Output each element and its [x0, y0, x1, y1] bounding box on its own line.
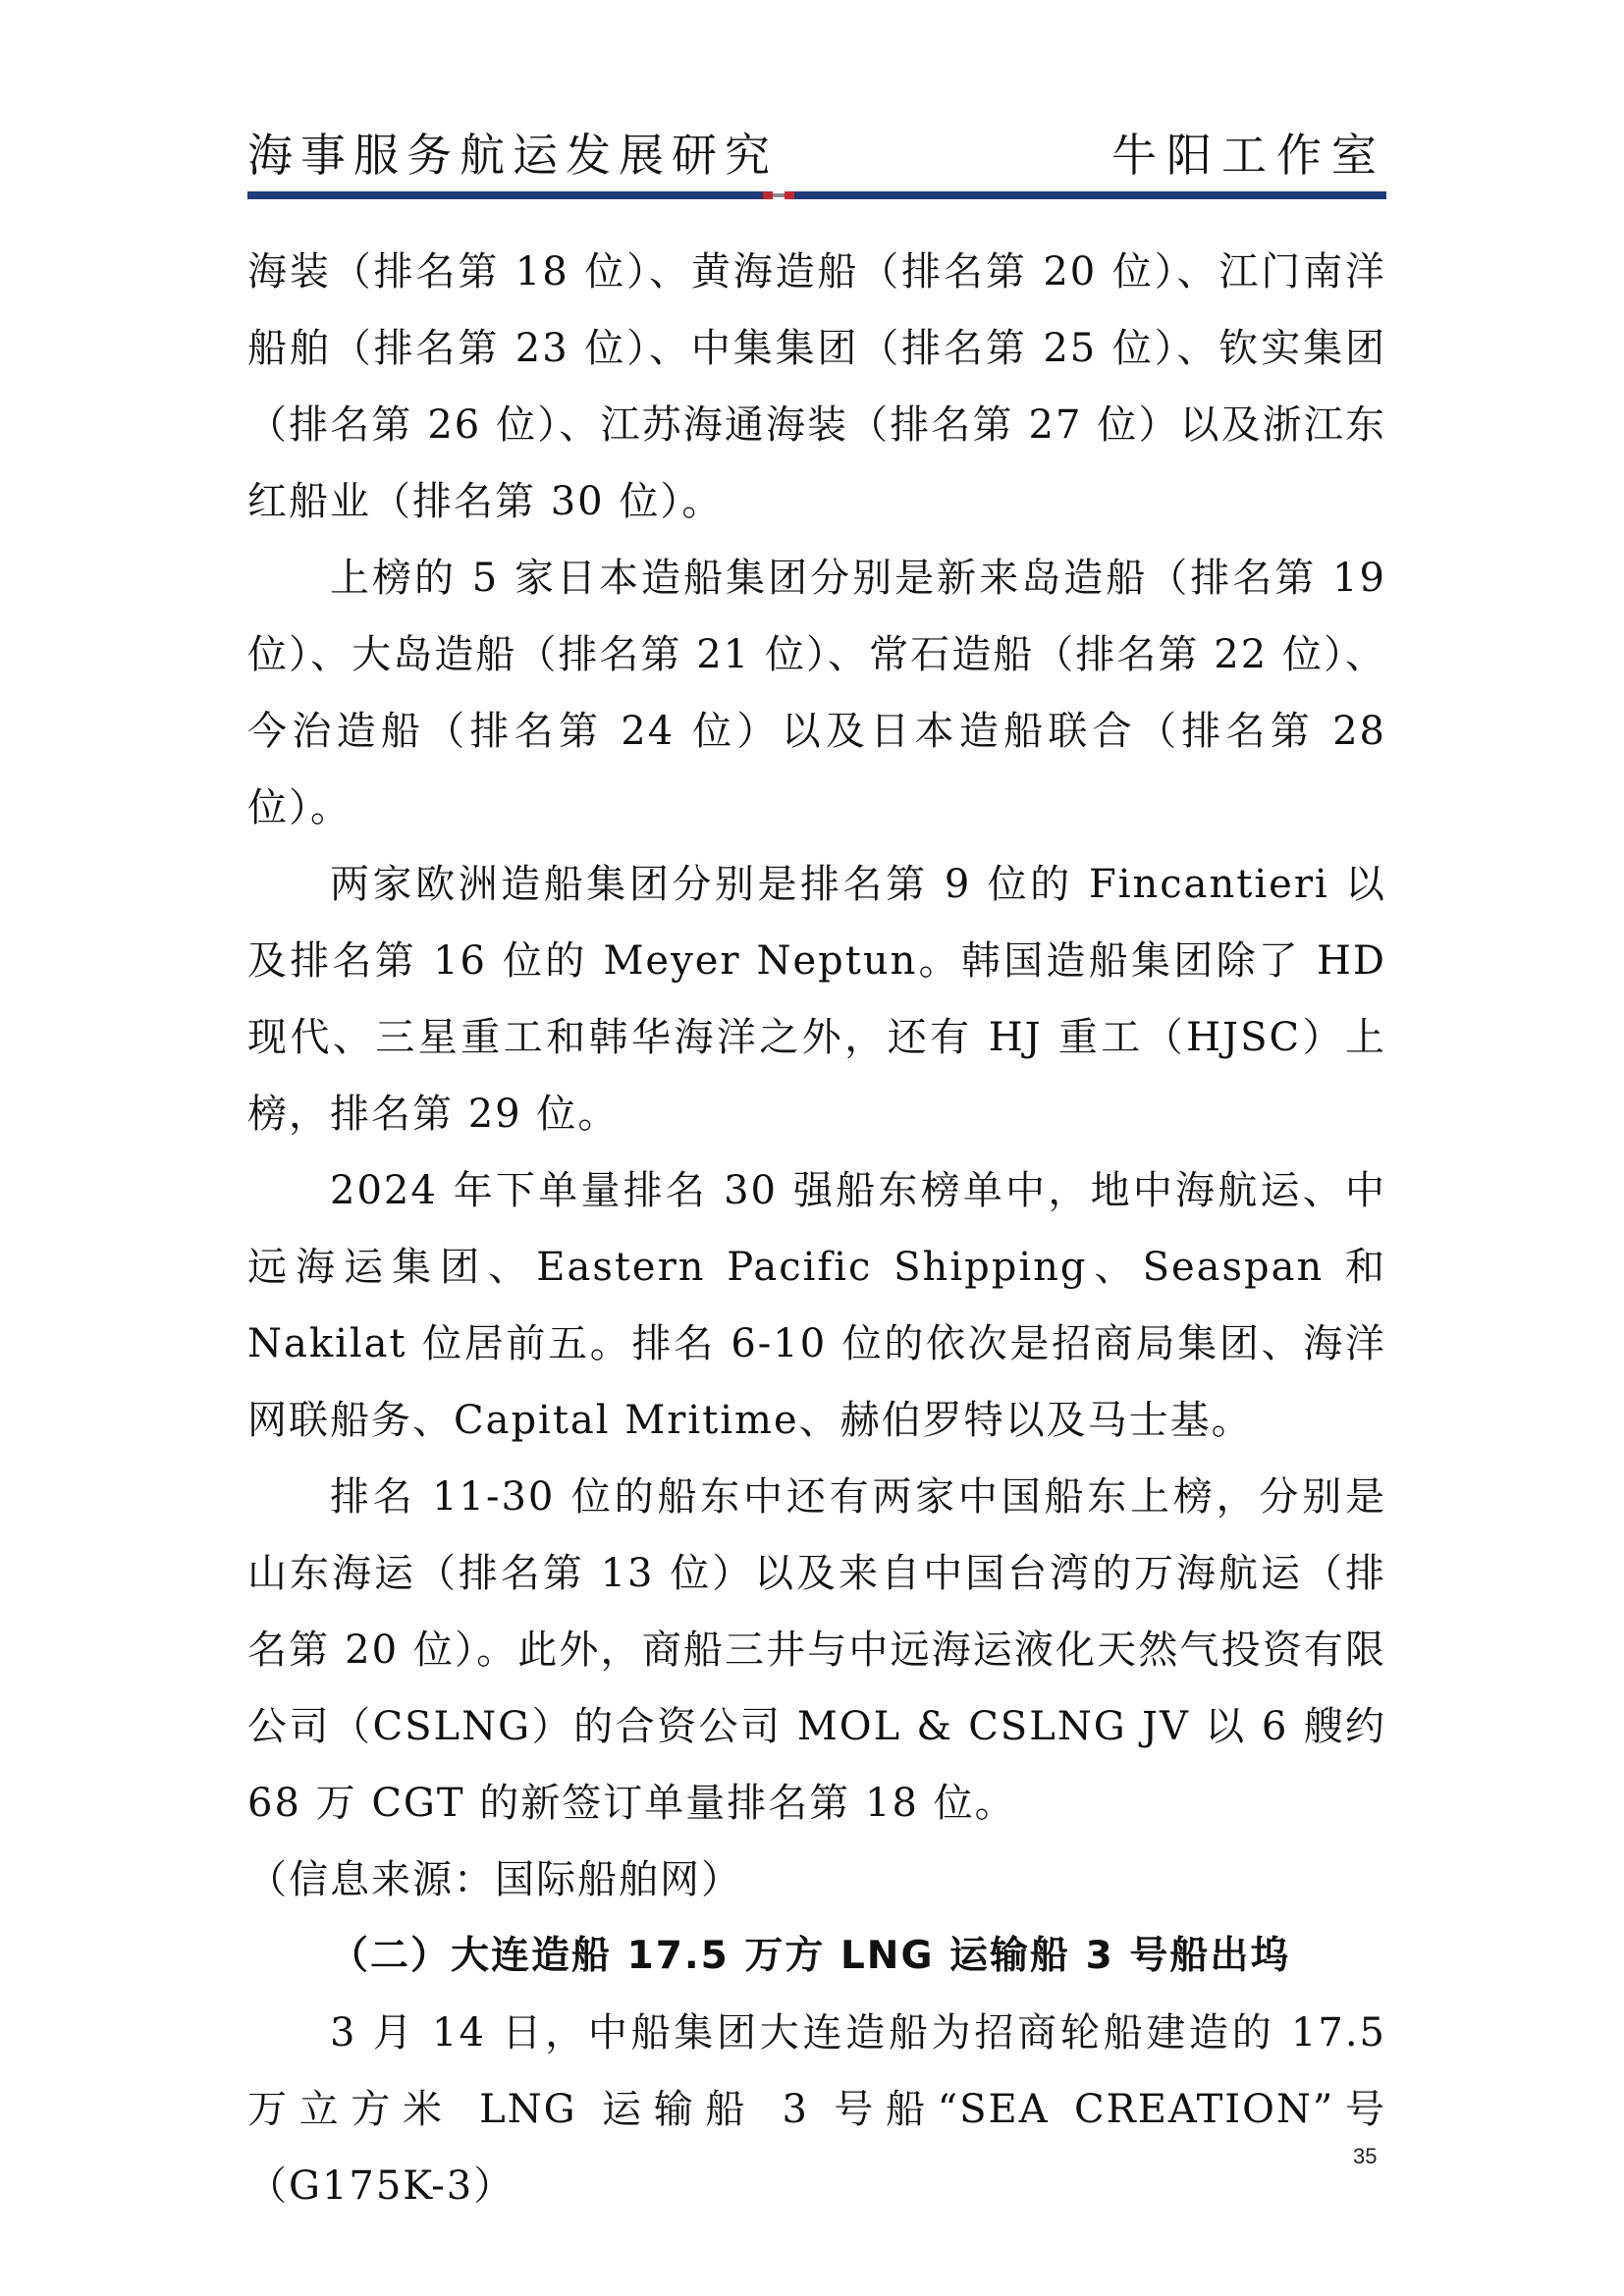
section-subheading: （二）大连造船 17.5 万方 LNG 运输船 3 号船出坞 — [330, 1934, 1291, 1978]
paragraph-chinese-shipowners: 排名 11-30 位的船东中还有两家中国船东上榜，分别是山东海运（排名第 13 位）以及来自中国台湾的万海航运（排名第 20 位）。此外，商船三井与中远海运液化天然气投资有限公司（CSLNG）的合资公司 MOL & CSLNG JV 以 6 艘约 68 万 CGT 的新签订单量排名第 18 位。 — [247, 1474, 1386, 1826]
source-note: （信息来源：国际船舶网） — [247, 1857, 742, 1902]
paragraph-lng-carrier: 3 月 14 日，中船集团大连造船为招商轮船建造的 17.5 万立方米 LNG 运输船 3 号船“SEA CREATION”号（G175K-3） — [247, 2010, 1386, 2209]
header-rule — [247, 190, 1386, 200]
paragraph-japan-shipbuilders: 上榜的 5 家日本造船集团分别是新来岛造船（排名第 19 位）、大岛造船（排名第 21 位）、常石造船（排名第 22 位）、今治造船（排名第 24 位）以及日本造船联合（排名第 28 位）。 — [247, 556, 1386, 830]
header-right-title: 牛阳工作室 — [1111, 129, 1386, 182]
paragraph-top-shipowners: 2024 年下单量排名 30 强船东榜单中，地中海航运、中远海运集团、Eastern Pacific Shipping、Seaspan 和 Nakilat 位居前五。排名 6-10 位的依次是招商局集团、海洋网联船务、Capital Mritime、赫伯罗特以及马士基。 — [247, 1168, 1386, 1443]
page-number: 35 — [1353, 2144, 1378, 2168]
page-header — [247, 118, 1386, 196]
header-left-title: 海事服务航运发展研究 — [247, 129, 778, 182]
header-rule-graphic — [247, 190, 1386, 200]
document-body — [247, 234, 1386, 2224]
paragraph-europe-korea-shipbuilders: 两家欧洲造船集团分别是排名第 9 位的 Fincantieri 以及排名第 16 位的 Meyer Neptun。韩国造船集团除了 HD 现代、三星重工和韩华海洋之外，还有 HJ 重工（HJSC）上榜，排名第 29 位。 — [247, 862, 1386, 1137]
paragraph-continued: 海装（排名第 18 位）、黄海造船（排名第 20 位）、江门南洋船舶（排名第 23 位）、中集集团（排名第 25 位）、钦实集团（排名第 26 位）、江苏海通海装（排名第 27 位）以及浙江东红船业（排名第 30 位）。 — [247, 249, 1386, 524]
